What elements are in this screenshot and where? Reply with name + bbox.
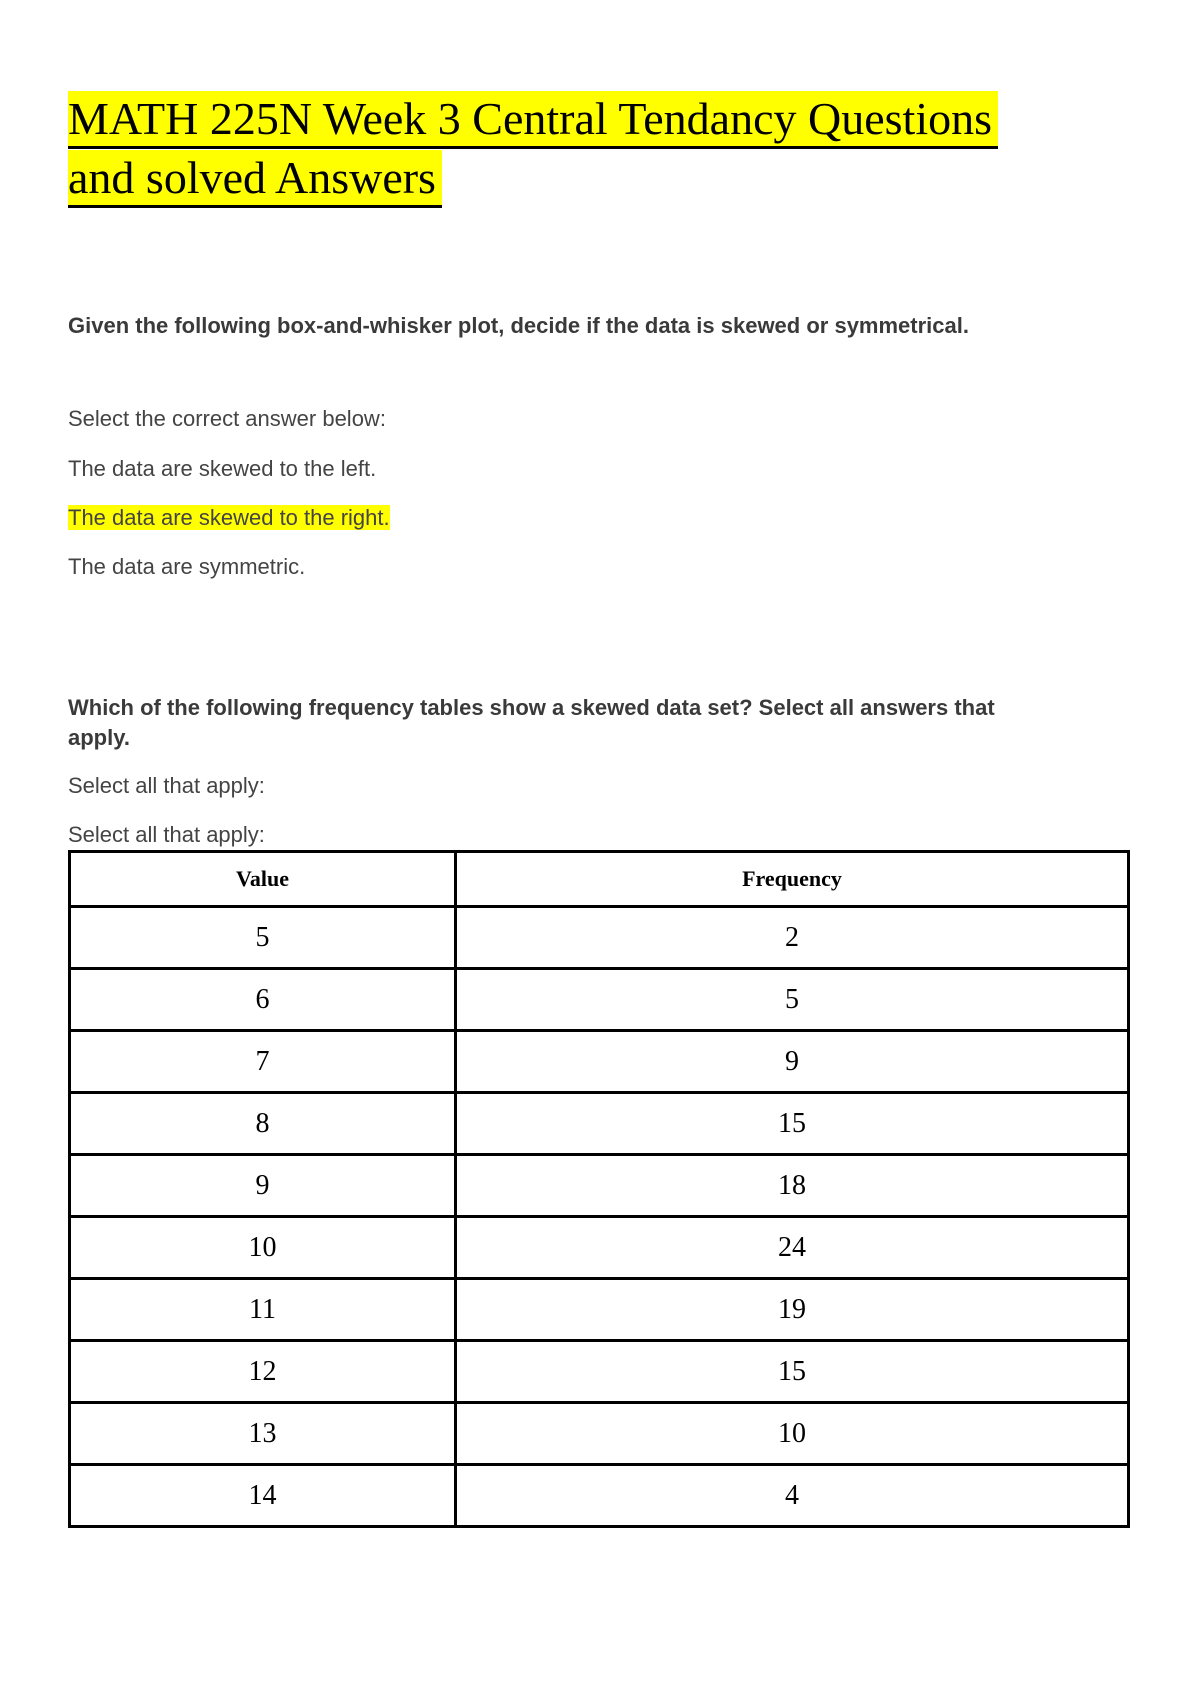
cell-frequency: 15: [456, 1093, 1129, 1155]
title-line-1: MATH 225N Week 3 Central Tendancy Questions: [68, 91, 998, 149]
table-row: [70, 1093, 1129, 1155]
answer-option-label-highlighted: The data are skewed to the right.: [68, 505, 390, 530]
table-row: [70, 1031, 1129, 1093]
cell-value: 7: [70, 1031, 456, 1093]
table-row: [70, 969, 1129, 1031]
table-row: [70, 1279, 1129, 1341]
title-line-2: and solved Answers: [68, 150, 442, 208]
answer-option-skewed-left[interactable]: [68, 454, 376, 484]
cell-frequency: 18: [456, 1155, 1129, 1217]
cell-value: 8: [70, 1093, 456, 1155]
question-2-instruction-2: Select all that apply:: [68, 822, 265, 847]
cell-frequency: 4: [456, 1465, 1129, 1527]
question-1-instruction: Select the correct answer below:: [68, 406, 386, 431]
cell-frequency: 10: [456, 1403, 1129, 1465]
table-row: [70, 1217, 1129, 1279]
question-2-instruction-1: Select all that apply:: [68, 773, 265, 798]
cell-frequency: 24: [456, 1217, 1129, 1279]
answer-option-skewed-right[interactable]: [68, 503, 390, 533]
table-row: [70, 1155, 1129, 1217]
cell-value: 13: [70, 1403, 456, 1465]
column-header-frequency: Frequency: [456, 852, 1129, 907]
cell-frequency: 2: [456, 907, 1129, 969]
question-2-prompt-line-2: apply.: [68, 725, 130, 750]
answer-option-label: The data are symmetric.: [68, 554, 306, 579]
table-row: [70, 907, 1129, 969]
cell-value: 12: [70, 1341, 456, 1403]
column-header-value: Value: [70, 852, 456, 907]
frequency-table: [68, 850, 1130, 1528]
cell-value: 6: [70, 969, 456, 1031]
table-row: [70, 1465, 1129, 1527]
question-1-prompt: Given the following box-and-whisker plot, decide if the data is skewed or symmetrical.: [68, 313, 969, 338]
question-2-prompt: [68, 693, 1128, 753]
cell-value: 11: [70, 1279, 456, 1341]
answer-option-symmetric[interactable]: [68, 552, 305, 582]
table-row: [70, 1403, 1129, 1465]
cell-value: 10: [70, 1217, 456, 1279]
cell-frequency: 9: [456, 1031, 1129, 1093]
cell-frequency: 19: [456, 1279, 1129, 1341]
cell-value: 9: [70, 1155, 456, 1217]
page-title: [68, 90, 1068, 208]
answer-option-label: The data are skewed to the left.: [68, 456, 377, 481]
table-header-row: [70, 852, 1129, 907]
question-2-prompt-line-1: Which of the following frequency tables show a skewed data set? Select all answers that: [68, 695, 995, 720]
cell-frequency: 15: [456, 1341, 1129, 1403]
cell-frequency: 5: [456, 969, 1129, 1031]
cell-value: 14: [70, 1465, 456, 1527]
cell-value: 5: [70, 907, 456, 969]
table-row: [70, 1341, 1129, 1403]
